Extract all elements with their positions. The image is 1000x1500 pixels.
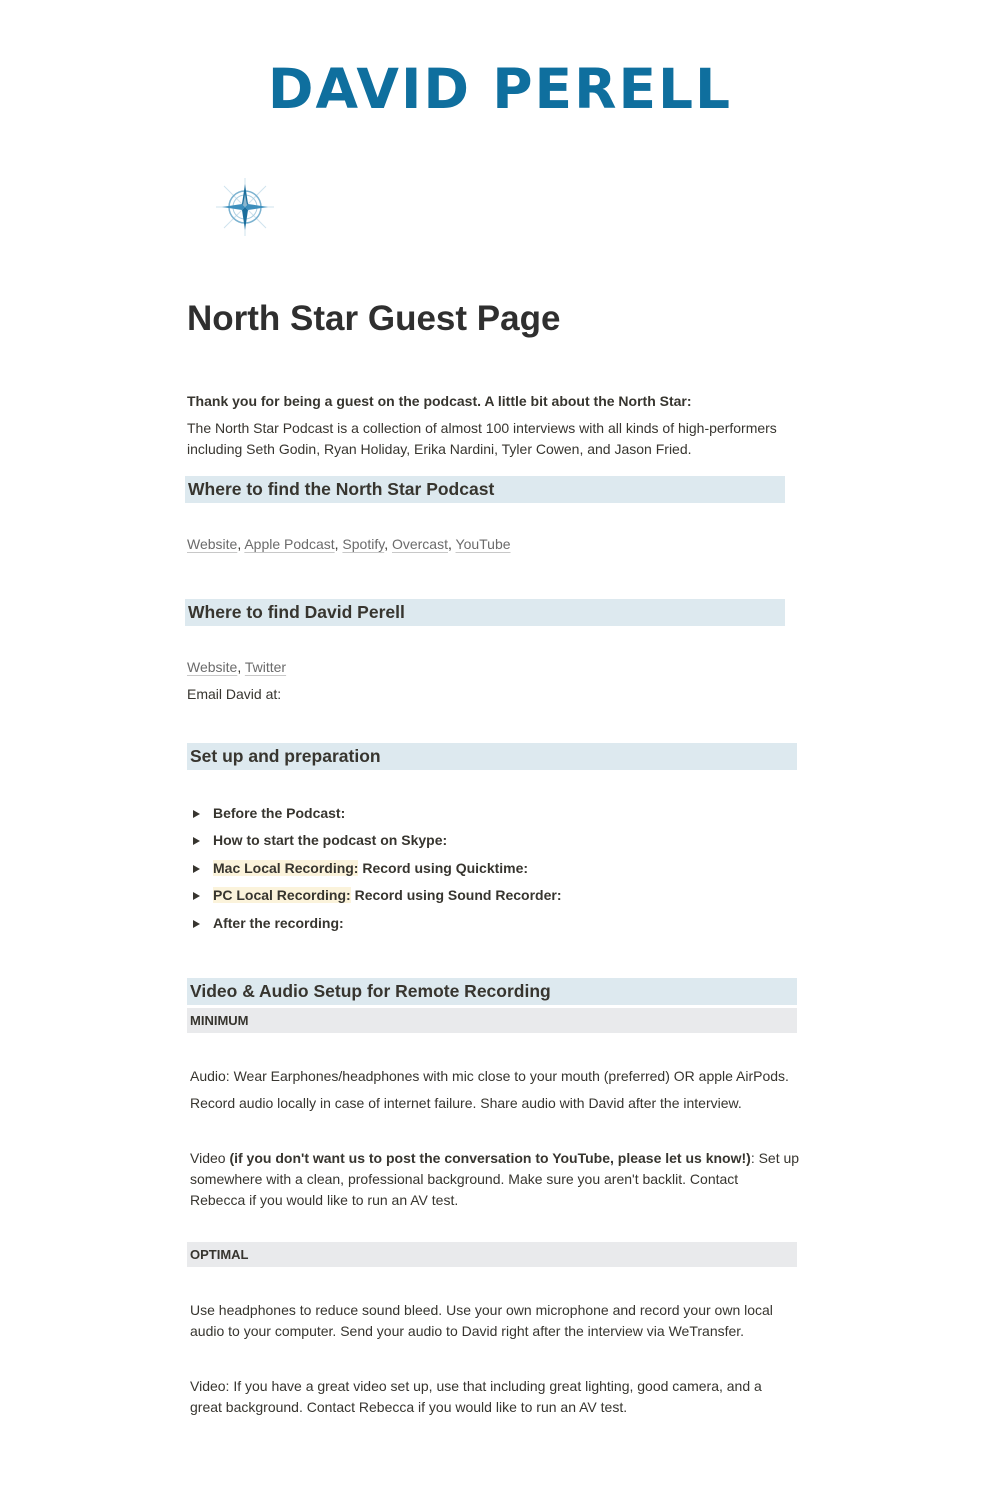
minimum-label: MINIMUM xyxy=(187,1008,797,1033)
video-rest: : Set up xyxy=(750,1150,800,1166)
intro-lead: Thank you for being a guest on the podcast. A little bit about the North Star: xyxy=(187,393,692,409)
optimal-line-1: Use headphones to reduce sound bleed. Use your own microphone and record your own local xyxy=(190,1302,773,1318)
video-line-3: Rebecca if you would like to run an AV test. xyxy=(190,1192,459,1208)
toggle-label: Before the Podcast: xyxy=(213,805,346,821)
optimal-label: OPTIMAL xyxy=(187,1242,797,1267)
toggle-mac-recording[interactable] xyxy=(193,858,528,878)
toggle-label: Record using Quicktime: xyxy=(358,860,529,876)
video-line-2: somewhere with a clean, professional background. Make sure you aren't backlit. Contact xyxy=(190,1171,739,1187)
podcast-section-heading: Where to find the North Star Podcast xyxy=(185,476,785,503)
toggle-triangle-icon[interactable] xyxy=(193,810,200,818)
toggle-highlight: PC Local Recording: xyxy=(213,887,351,903)
twitter-link[interactable]: Twitter xyxy=(244,659,287,675)
video-youtube-note: (if you don't want us to post the conversation to YouTube, please let us know!) xyxy=(229,1150,751,1166)
david-website-link[interactable]: Website xyxy=(187,659,238,675)
record-line: Record audio locally in case of internet failure. Share audio with David after the interview. xyxy=(190,1095,742,1111)
toggle-triangle-icon[interactable] xyxy=(193,920,200,928)
toggle-triangle-icon[interactable] xyxy=(193,865,200,873)
toggle-start-skype[interactable] xyxy=(193,830,447,850)
optimal-video-line-1: Video: If you have a great video set up, use that including great lighting, good camera, and a xyxy=(190,1378,762,1394)
compass-icon xyxy=(214,176,276,238)
page-title: North Star Guest Page xyxy=(187,299,561,338)
toggle-highlight: Mac Local Recording: xyxy=(213,860,359,876)
toggle-label: Record using Sound Recorder: xyxy=(350,887,562,903)
email-label: Email David at: xyxy=(187,686,282,702)
toggle-triangle-icon[interactable] xyxy=(193,892,200,900)
toggle-pc-recording[interactable] xyxy=(193,885,562,905)
toggle-triangle-icon[interactable] xyxy=(193,837,200,845)
setup-section-heading: Set up and preparation xyxy=(187,743,797,770)
intro-line-1: The North Star Podcast is a collection of almost 100 interviews with all kinds of high-performers xyxy=(187,420,777,436)
toggle-label: After the recording: xyxy=(213,915,344,931)
overcast-link[interactable]: Overcast xyxy=(391,536,448,552)
spotify-link[interactable]: Spotify xyxy=(342,536,385,552)
audio-line: Audio: Wear Earphones/headphones with mic close to your mouth (preferred) OR apple AirPods. xyxy=(190,1068,789,1084)
brand-logo: DAVID PERELL xyxy=(267,57,733,121)
toggle-label: How to start the podcast on Skype: xyxy=(213,832,448,848)
intro-line-2: including Seth Godin, Ryan Holiday, Erika Nardini, Tyler Cowen, and Jason Fried. xyxy=(187,441,692,457)
toggle-before-podcast[interactable] xyxy=(193,803,345,823)
david-section-heading: Where to find David Perell xyxy=(185,599,785,626)
video-line-1 xyxy=(190,1148,799,1169)
podcast-links: Website, Apple Podcast, Spotify, Overcast, YouTube xyxy=(187,536,511,552)
toggle-after-recording[interactable] xyxy=(193,913,344,933)
optimal-video-line-2: great background. Contact Rebecca if you would like to run an AV test. xyxy=(190,1399,628,1415)
podcast-website-link[interactable]: Website xyxy=(187,536,238,552)
david-links: Website, Twitter xyxy=(187,659,287,675)
youtube-link[interactable]: YouTube xyxy=(455,536,511,552)
video-prefix: Video xyxy=(190,1150,230,1166)
apple-podcast-link[interactable]: Apple Podcast xyxy=(244,536,335,552)
av-section-heading: Video & Audio Setup for Remote Recording xyxy=(187,978,797,1005)
optimal-line-2: audio to your computer. Send your audio to David right after the interview via WeTransfer. xyxy=(190,1323,745,1339)
